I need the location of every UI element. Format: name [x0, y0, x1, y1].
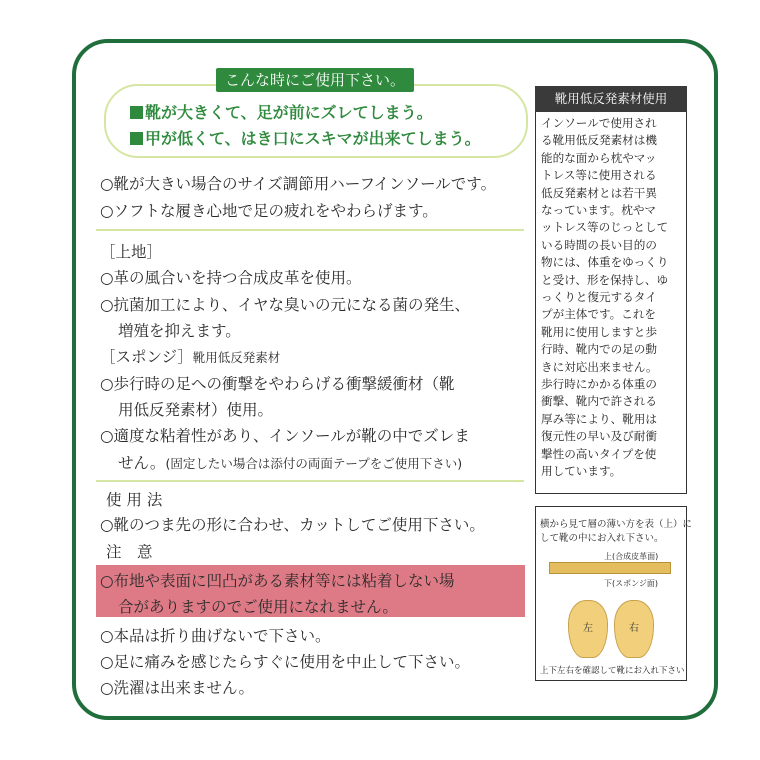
- upper-line-3: 増殖を抑えます。: [118, 322, 241, 340]
- upper-line-2: ○抗菌加工により、イヤな臭いの元になる菌の発生、: [100, 296, 471, 314]
- intro-line-2: ○ソフトな履き心地で足の疲れをやわらげます。: [100, 202, 438, 220]
- caution-warning-line-2: 合がありますのでご使用になれません。: [118, 598, 398, 616]
- sponge-line-2: 用低反発素材）使用。: [118, 401, 274, 419]
- material-note-line: 行時、靴内での足の動: [541, 342, 657, 357]
- material-note-line: 厚み等により、靴用は: [541, 411, 657, 426]
- material-note-line: 用しています。: [541, 464, 622, 478]
- upper-heading: ［上地］: [100, 243, 163, 261]
- sponge-heading: ［スポンジ］靴用低反発素材: [100, 348, 281, 366]
- material-note-line: 復元性の早い及び耐衝: [541, 429, 657, 444]
- material-note-line: なっています。枕やマ: [541, 203, 657, 217]
- usage-line-1: ○靴のつま先の形に合わせ、カットしてご使用下さい。: [100, 516, 485, 534]
- material-note-line: 低反発素材とは若干異: [541, 185, 657, 200]
- sponge-line-3: ○適度な粘着性があり、インソールが靴の中でズレま: [100, 427, 470, 445]
- square-bullet-icon: [130, 132, 143, 145]
- section-divider: [96, 229, 524, 231]
- caution-item-1: ○本品は折り曲げないで下さい。: [100, 627, 331, 645]
- material-note-line: きに対応出来ません。: [541, 359, 658, 374]
- diagram-footer: 上下左右を確認して靴にお入れ下さい: [540, 666, 685, 676]
- intro-line-1: ○靴が大きい場合のサイズ調節用ハーフインソールです。: [100, 175, 497, 193]
- diagram-caption-2: して靴の中にお入れ下さい。: [540, 533, 664, 544]
- material-note-line: インソールで使用され: [541, 116, 657, 130]
- insole-layer-side-view: [549, 562, 671, 574]
- diagram-caption-1: 横から見て層の薄い方を表（上）に: [540, 519, 693, 530]
- square-bullet-icon: [130, 106, 143, 119]
- material-note-line: 衝撃、靴内で許される: [541, 394, 657, 409]
- caution-item-2: ○足に痛みを感じたらすぐに使用を中止して下さい。: [100, 653, 471, 671]
- material-note-line: プが主体です。これを: [541, 307, 657, 322]
- left-insole-icon: 左: [568, 600, 608, 658]
- diagram-top-label: 上(合成皮革面): [604, 552, 659, 561]
- material-note-line: 物には、体重をゆっくり: [541, 255, 669, 270]
- section-divider: [96, 480, 524, 482]
- usage-hint-line-1: 靴が大きくて、足が前にズレてしまう。: [130, 100, 433, 123]
- upper-line-1: ○革の風合いを持つ合成皮革を使用。: [100, 269, 362, 287]
- usage-hint-line-2: 甲が低くて、はき口にスキマが出来てしまう。: [130, 126, 481, 149]
- caution-warning-line-1: ○布地や表面に凹凸がある素材等には粘着しない場: [100, 572, 455, 590]
- material-note-line: いる時間の長い目的の: [541, 237, 657, 252]
- material-note-line: トレス等に使用される: [541, 168, 657, 183]
- material-note-line: 撃性の高いタイプを使: [541, 446, 657, 461]
- sponge-line-1: ○歩行時の足への衝撃をやわらげる衝撃緩衝材（靴: [100, 375, 455, 393]
- material-note-title: 靴用低反発素材使用: [535, 86, 687, 112]
- material-note-line: と受け、形を保持し、ゆ: [541, 272, 669, 287]
- usage-heading: 使 用 法: [106, 491, 163, 509]
- right-insole-icon: 右: [614, 600, 654, 658]
- usage-hint-title: こんな時にご使用下さい。: [216, 68, 414, 92]
- material-note-line: 歩行時にかかる体重の: [541, 377, 657, 391]
- diagram-bottom-label: 下(スポンジ面): [604, 579, 659, 588]
- material-note-line: っくりと復元するタイ: [541, 290, 657, 304]
- material-note-line: 靴用に使用しますと歩: [541, 324, 657, 339]
- material-note-line: ットレス等のじっとして: [541, 220, 669, 235]
- material-note-line: 能的な面から枕やマッ: [541, 150, 657, 165]
- caution-heading: 注 意: [106, 543, 153, 561]
- sponge-line-4: せん。(固定したい場合は添付の両面テープをご使用下さい): [118, 454, 463, 472]
- caution-item-3: ○洗濯は出来ません。: [100, 679, 254, 697]
- material-note-line: る靴用低反発素材は機: [541, 133, 657, 148]
